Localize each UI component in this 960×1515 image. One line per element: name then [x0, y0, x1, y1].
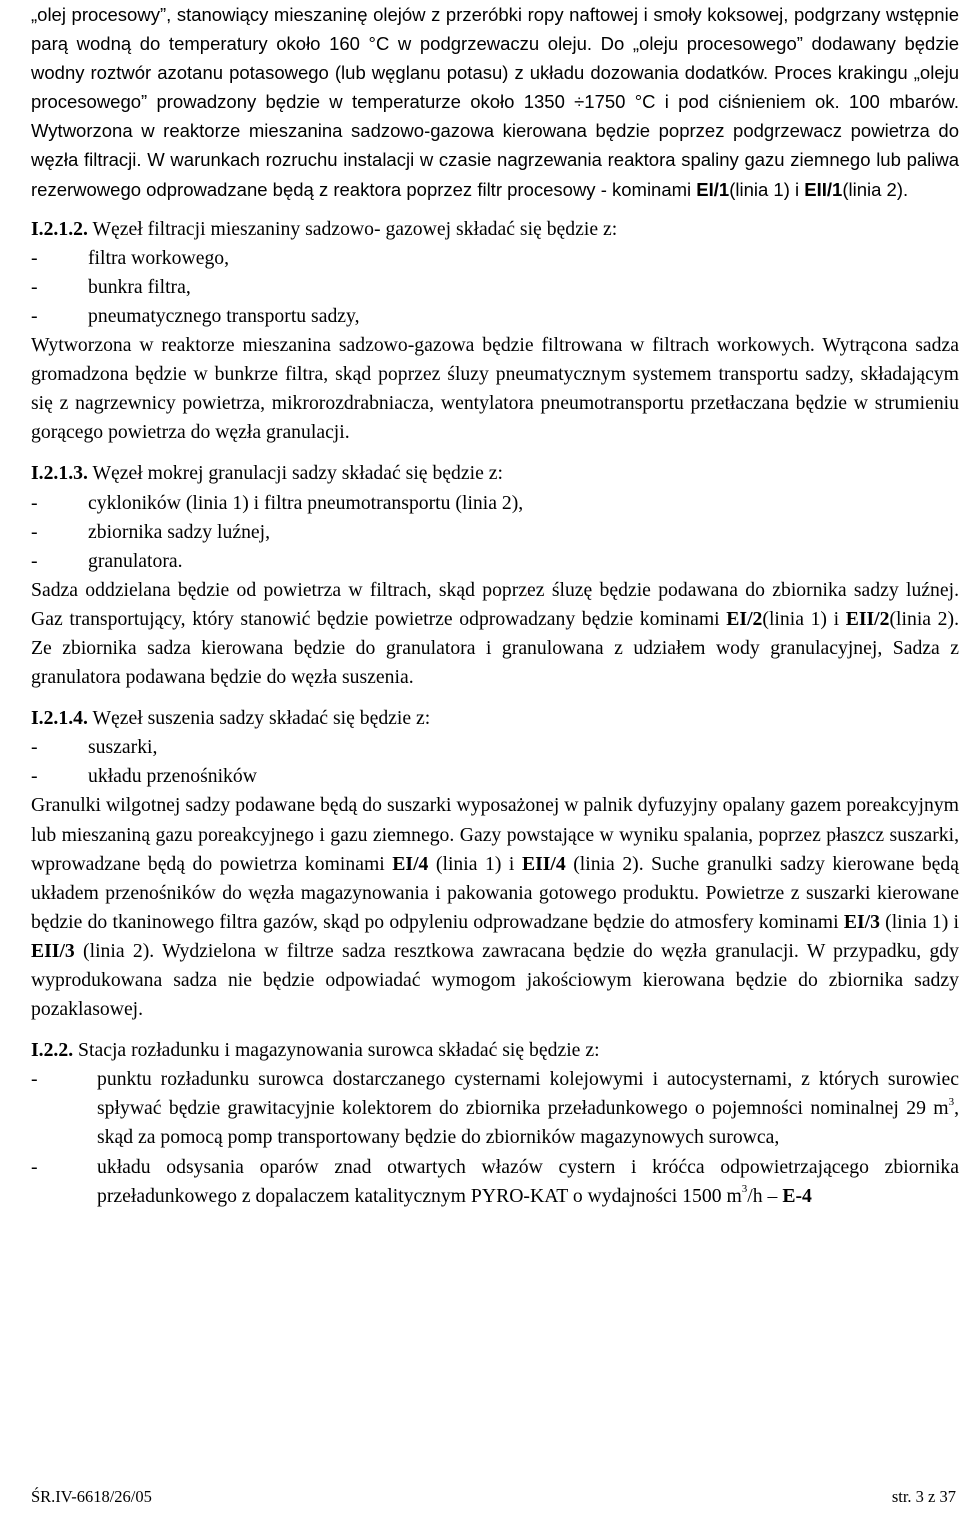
text-fragment: Sadza oddzielana będzie od powietrza w filtrach, skąd poprzez śluzę będzie podawana do zbiornika sadzy luźnej. Gaz transportujący, który stanowić będzie powietrze odprowadzany będzie kominami [31, 578, 959, 630]
text-fragment: (linia 2). Suche granulki sadzy kierowane będą układem przenośników do węzła magazynowania i pakowania gotowego produktu. Powietrze z suszarki kierowane będzie do tkaninowego filtra gazów, skąd po odpyleniu odprowadzane będzie do atmosfery kominami [31, 852, 960, 933]
paragraph-process-feed [31, 0, 959, 204]
list-dash: - [31, 275, 38, 298]
document-page [31, 0, 960, 1506]
section-title: Węzeł filtracji mieszaniny sadzowo- gazowej składać się będzie z: [87, 217, 618, 240]
list-dash: - [31, 736, 38, 759]
list-item-text: zbiornika sadzy luźnej, [88, 520, 271, 543]
stack-code: EI/3 [843, 910, 880, 933]
list-dash: - [31, 549, 38, 572]
list-dash: - [31, 246, 38, 269]
section-heading [31, 1036, 959, 1065]
text-fragment: (linia 1) i [729, 178, 805, 200]
document-reference: ŚR.IV-6618/26/05 [31, 1487, 152, 1506]
page-number: str. 3 z 37 [891, 1487, 956, 1506]
section-body [31, 576, 959, 692]
list-item [31, 518, 959, 547]
section-heading [31, 215, 959, 244]
list-item [31, 489, 959, 518]
list-item [31, 547, 959, 576]
list-item [31, 244, 959, 273]
stack-code: E-4 [782, 1184, 812, 1207]
section-heading [31, 704, 959, 733]
list-item-text: filtra workowego, [88, 246, 230, 269]
stack-code: EI/4 [392, 852, 429, 875]
section-title: Stacja rozładunku i magazynowania surowca składać się będzie z: [73, 1039, 600, 1062]
section-filtration [31, 215, 959, 448]
list-dash: - [31, 304, 38, 327]
list-dash: - [31, 765, 38, 788]
text-fragment: (linia 1) i [879, 910, 959, 933]
section-number: I.2.1.4. [31, 707, 88, 730]
list-item [31, 733, 959, 762]
section-drying [31, 704, 959, 1024]
section-title: Węzeł suszenia sadzy składać się będzie z: [87, 707, 431, 730]
list-item-text: pneumatycznego transportu sadzy, [88, 304, 360, 327]
section-number: I.2.1.3. [31, 462, 88, 485]
list-item-text: układu przenośników [88, 765, 257, 788]
list-item-text [97, 1153, 959, 1211]
text-fragment: układu odsysania oparów znad otwartych włazów cystern i króćca odpowietrzającego zbiornika przeładunkowego z dopalaczem katalitycznym PYRO-KAT o wydajności 1500 m [97, 1155, 959, 1207]
section-number: I.2.2. [31, 1039, 74, 1062]
list-item-text [97, 1065, 959, 1152]
text-fragment: , skąd za pomocą pomp transportowany będzie do zbiorników magazynowych surowca, [97, 1097, 959, 1149]
section-body: Wytworzona w reaktorze mieszanina sadzowo-gazowa będzie filtrowana w filtrach workowych. Wytrącona sadza gromadzona będzie w bunkrze filtra, skąd poprzez śluzy pneumatycznym systemem transportu sadzy, składającym się z nagrzewnicy powietrza, mikrorozdrabniacza, wentylatora pneumotransportu przetłaczana będzie w strumieniu gorącego powietrza do węzła granulacji. [31, 334, 959, 444]
text-process-oil: „olej procesowy”, stanowiący mieszaninę olejów z przeróbki ropy naftowej i smoły koksowej, podgrzany wstępnie parą wodną do temperatury około 160 °C w podgrzewaczu oleju. Do „oleju procesowego” dodawany będzie wodny roztwór azotanu potasowego (lub węglanu potasu) z układu dozowania dodatków. [31, 4, 959, 84]
section-heading [31, 459, 959, 488]
text-startup: W warunkach rozruchu instalacji w czasie nagrzewania reaktora spaliny gazu ziemnego lub paliwa rezerwowego odprowadzane będą z reaktora poprzez filtr procesowy - kominami [31, 149, 960, 200]
text-fragment: punktu rozładunku surowca dostarczanego cysternami kolejowymi i autocysternami, z których surowiec spływać będzie grawitacyjnie kolektorem do zbiornika przeładunkowego o pojemności nominalnej 29 m [97, 1068, 959, 1120]
text-fragment: /h – [747, 1184, 783, 1207]
list-item-text: suszarki, [88, 736, 158, 759]
stack-code: EII/4 [521, 852, 566, 875]
text-fragment: (linia 1) i [428, 852, 522, 875]
section-body [31, 791, 959, 1024]
superscript: 3 [741, 1183, 748, 1196]
section-title: Węzeł mokrej granulacji sadzy składać się będzie z: [87, 462, 503, 485]
text-fragment: (linia 2). [842, 178, 909, 200]
text-fragment: (linia 2). Wydzielona w filtrze sadza resztkowa zawracana będzie do węzła granulacji. W przypadku, gdy wyprodukowana sadza nie będzie odpowiadać wymogom jakościowym kierowana będzie do zbiornika sadzy pozaklasowej. [31, 939, 959, 1021]
list-item-text: cykloników (linia 1) i filtra pneumotransportu (linia 2), [88, 491, 524, 514]
list-item [31, 762, 959, 791]
list-dash: - [31, 491, 38, 514]
stack-code: EI/2 [726, 607, 763, 630]
stack-code: EI/1 [696, 178, 730, 200]
list-item-text: granulatora. [88, 549, 183, 572]
text-fragment: (linia 2). Ze zbiornika sadza kierowana będzie do granulatora i granulowana z udziałem wody granulacyjnej, Sadza z granulatora podawana będzie do węzła suszenia. [31, 607, 960, 689]
stack-code: EII/2 [845, 607, 890, 630]
list-dash: - [31, 1155, 38, 1178]
list-item [31, 1065, 959, 1152]
text-cracking: Proces krakingu „oleju procesowego” prowadzony będzie w temperaturze około 1350 ÷1750 °C i pod ciśnieniem ok. 100 mbarów. Wytworzona w reaktorze mieszanina sadzowo-gazowa kierowana będzie poprzez podgrzewacz powietrza do węzła filtracji. [31, 62, 960, 171]
section-number: I.2.1.2. [31, 217, 88, 240]
list-item [31, 1153, 959, 1211]
superscript: 3 [948, 1095, 955, 1108]
list-dash: - [31, 1068, 38, 1091]
list-item [31, 273, 959, 302]
list-dash: - [31, 520, 38, 543]
list-item [31, 302, 959, 331]
stack-code: EII/3 [31, 939, 75, 962]
stack-code: EII/1 [804, 178, 843, 200]
section-granulation [31, 459, 959, 692]
page-footer [31, 1486, 959, 1508]
list-item-text: bunkra filtra, [88, 275, 191, 298]
text-fragment: Granulki wilgotnej sadzy podawane będą do suszarki wyposażonej w palnik dyfuzyjny opalany gazem poreakcyjnym lub mieszaniną gazu poreakcyjnego i gazu ziemnego. Gazy powstające w wyniku spalania, poprzez płaszcz suszarki, wprowadzane będą do powietrza kominami [31, 794, 959, 875]
section-unloading [31, 1036, 959, 1211]
text-fragment: (linia 1) i [762, 607, 846, 630]
